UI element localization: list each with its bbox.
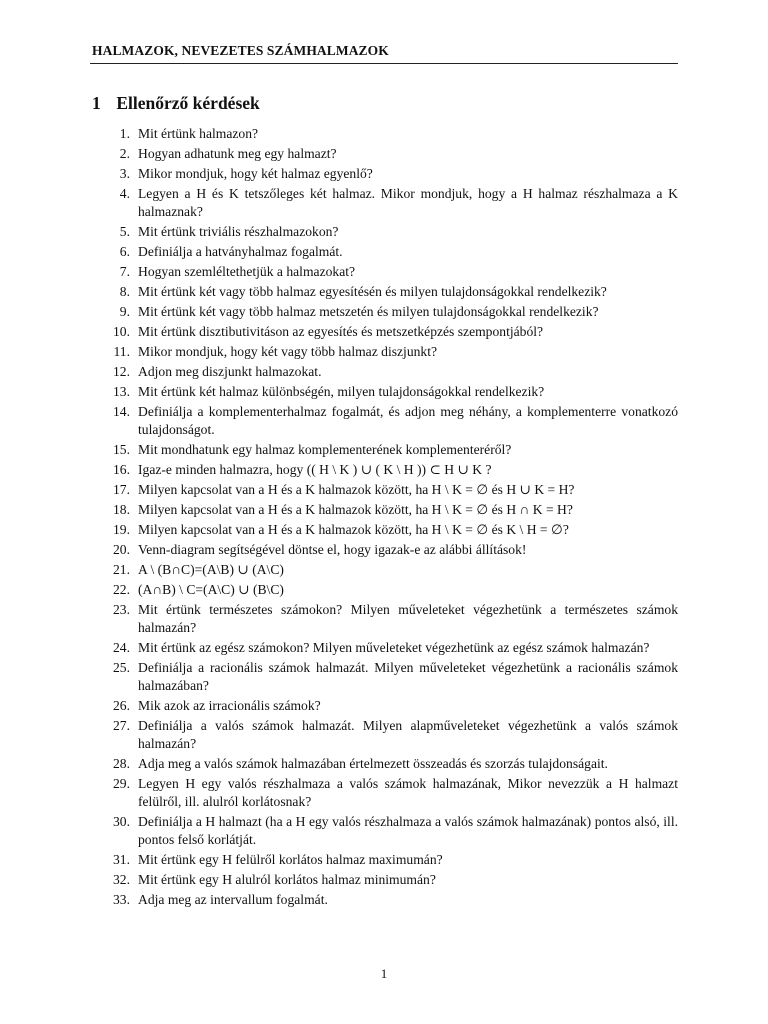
question-item: [104, 323, 678, 341]
question-number: 25.: [113, 660, 130, 675]
question-text: Definiálja a H halmazt (ha a H egy valós részhalmaza a valós számok halmazának) pontos alsó, ill. pontos felső korlátját.: [138, 814, 678, 847]
question-item: [104, 581, 678, 599]
question-item: [104, 481, 678, 499]
question-text: Definiálja a hatványhalmaz fogalmát.: [138, 244, 343, 259]
question-text: Igaz-e minden halmazra, hogy (( H \ K ) ∪ ( K \ H )) ⊂ H ∪ K ?: [138, 462, 492, 477]
question-text: Mit értünk egy H alulról korlátos halmaz minimumán?: [138, 872, 436, 887]
question-number: 8.: [119, 284, 130, 299]
question-number: 30.: [113, 814, 130, 829]
question-item: [104, 403, 678, 439]
question-text: Hogyan szemléltethetjük a halmazokat?: [138, 264, 356, 279]
question-item: [104, 125, 678, 143]
question-text: Legyen H egy valós részhalmaza a valós számok halmazának, Mikor nevezzük a H halmazt felülről, ill. alulról korlátosnak?: [138, 776, 678, 809]
question-text: Mit értünk halmazon?: [138, 126, 259, 141]
question-text: Hogyan adhatunk meg egy halmazt?: [138, 146, 337, 161]
question-item: [104, 541, 678, 559]
question-number: 21.: [113, 562, 130, 577]
question-number: 10.: [113, 324, 130, 339]
question-text: (A∩B) \ C=(A\C) ∪ (B\C): [138, 582, 284, 597]
question-item: [104, 639, 678, 657]
question-item: [104, 223, 678, 241]
question-text: Mit értünk disztibutivitáson az egyesítés és metszetképzés szempontjából?: [138, 324, 544, 339]
question-number: 20.: [113, 542, 130, 557]
question-number: 15.: [113, 442, 130, 457]
question-item: [104, 461, 678, 479]
question-item: [104, 521, 678, 539]
question-text: Mikor mondjuk, hogy két halmaz egyenlő?: [138, 166, 373, 181]
question-item: [104, 243, 678, 261]
question-number: 33.: [113, 892, 130, 907]
question-text: Definiálja a komplementerhalmaz fogalmát, és adjon meg néhány, a komplementerre vonatkozó tulajdonságot.: [138, 404, 678, 437]
question-number: 6.: [119, 244, 130, 259]
question-number: 19.: [113, 522, 130, 537]
question-list: [104, 125, 678, 911]
question-item: [104, 561, 678, 579]
question-item: [104, 343, 678, 361]
header-rule: [90, 63, 678, 64]
question-text: Mit értünk két vagy több halmaz egyesítésén és milyen tulajdonságokkal rendelkezik?: [138, 284, 607, 299]
question-number: 16.: [113, 462, 130, 477]
question-number: 26.: [113, 698, 130, 713]
question-number: 18.: [113, 502, 130, 517]
question-item: [104, 891, 678, 909]
question-item: [104, 813, 678, 849]
question-text: Mit értünk természetes számokon? Milyen műveleteket végezhetünk a természetes számok halmazán?: [138, 602, 678, 635]
question-text: Adja meg az intervallum fogalmát.: [138, 892, 328, 907]
question-item: [104, 283, 678, 301]
question-item: [104, 755, 678, 773]
question-text: Venn-diagram segítségével döntse el, hogy igazak-e az alábbi állítások!: [138, 542, 527, 557]
question-number: 9.: [119, 304, 130, 319]
section-title: Ellenőrző kérdések: [116, 93, 260, 113]
question-number: 22.: [113, 582, 130, 597]
question-text: Mit értünk triviális részhalmazokon?: [138, 224, 339, 239]
page-number: 1: [380, 966, 388, 981]
question-number: 27.: [113, 718, 130, 733]
question-text: Milyen kapcsolat van a H és a K halmazok között, ha H \ K = ∅ és H ∩ K = H?: [138, 502, 573, 517]
question-text: Mit értünk egy H felülről korlátos halmaz maximumán?: [138, 852, 443, 867]
question-number: 11.: [113, 344, 130, 359]
question-item: [104, 775, 678, 811]
question-text: A \ (B∩C)=(A\B) ∪ (A\C): [138, 562, 284, 577]
question-number: 3.: [119, 166, 130, 181]
question-item: [104, 851, 678, 869]
question-item: [104, 363, 678, 381]
question-number: 24.: [113, 640, 130, 655]
question-text: Legyen a H és K tetszőleges két halmaz. Mikor mondjuk, hogy a H halmaz részhalmaza a K halmaznak?: [138, 186, 678, 219]
question-item: [104, 145, 678, 163]
running-header-title: HALMAZOK, NEVEZETES SZÁMHALMAZOK: [92, 43, 389, 58]
question-item: [104, 601, 678, 637]
question-number: 23.: [113, 602, 130, 617]
question-number: 29.: [113, 776, 130, 791]
question-item: [104, 441, 678, 459]
question-number: 14.: [113, 404, 130, 419]
question-text: Mit mondhatunk egy halmaz komplementerének komplementeréről?: [138, 442, 512, 457]
question-number: 4.: [119, 186, 130, 201]
section-number: 1: [92, 93, 101, 113]
question-item: [104, 263, 678, 281]
question-number: 13.: [113, 384, 130, 399]
question-text: Definiálja a racionális számok halmazát. Milyen műveleteket végezhetünk a racionális számok halmazában?: [138, 660, 678, 693]
question-item: [104, 165, 678, 183]
question-number: 28.: [113, 756, 130, 771]
question-number: 32.: [113, 872, 130, 887]
question-number: 31.: [113, 852, 130, 867]
question-item: [104, 871, 678, 889]
question-text: Adjon meg diszjunkt halmazokat.: [138, 364, 322, 379]
question-item: [104, 659, 678, 695]
question-text: Mik azok az irracionális számok?: [138, 698, 321, 713]
question-number: 12.: [113, 364, 130, 379]
question-text: Adja meg a valós számok halmazában értelmezett összeadás és szorzás tulajdonságait.: [138, 756, 608, 771]
question-item: [104, 697, 678, 715]
question-number: 7.: [119, 264, 130, 279]
question-item: [104, 501, 678, 519]
question-text: Mit értünk az egész számokon? Milyen műveleteket végezhetünk az egész számok halmazán?: [138, 640, 650, 655]
question-text: Mikor mondjuk, hogy két vagy több halmaz diszjunkt?: [138, 344, 438, 359]
question-text: Milyen kapcsolat van a H és a K halmazok között, ha H \ K = ∅ és H ∪ K = H?: [138, 482, 575, 497]
question-text: Mit értünk két halmaz különbségén, milyen tulajdonságokkal rendelkezik?: [138, 384, 545, 399]
question-number: 17.: [113, 482, 130, 497]
question-text: Mit értünk két vagy több halmaz metszetén és milyen tulajdonságokkal rendelkezik?: [138, 304, 599, 319]
question-text: Milyen kapcsolat van a H és a K halmazok között, ha H \ K = ∅ és K \ H = ∅?: [138, 522, 569, 537]
question-number: 5.: [119, 224, 130, 239]
question-item: [104, 717, 678, 753]
question-item: [104, 185, 678, 221]
question-number: 2.: [119, 146, 130, 161]
section-heading: [92, 93, 260, 114]
question-item: [104, 303, 678, 321]
question-number: 1.: [119, 126, 130, 141]
question-item: [104, 383, 678, 401]
question-text: Definiálja a valós számok halmazát. Milyen alapműveleteket végezhetünk a valós számok halmazán?: [138, 718, 678, 751]
